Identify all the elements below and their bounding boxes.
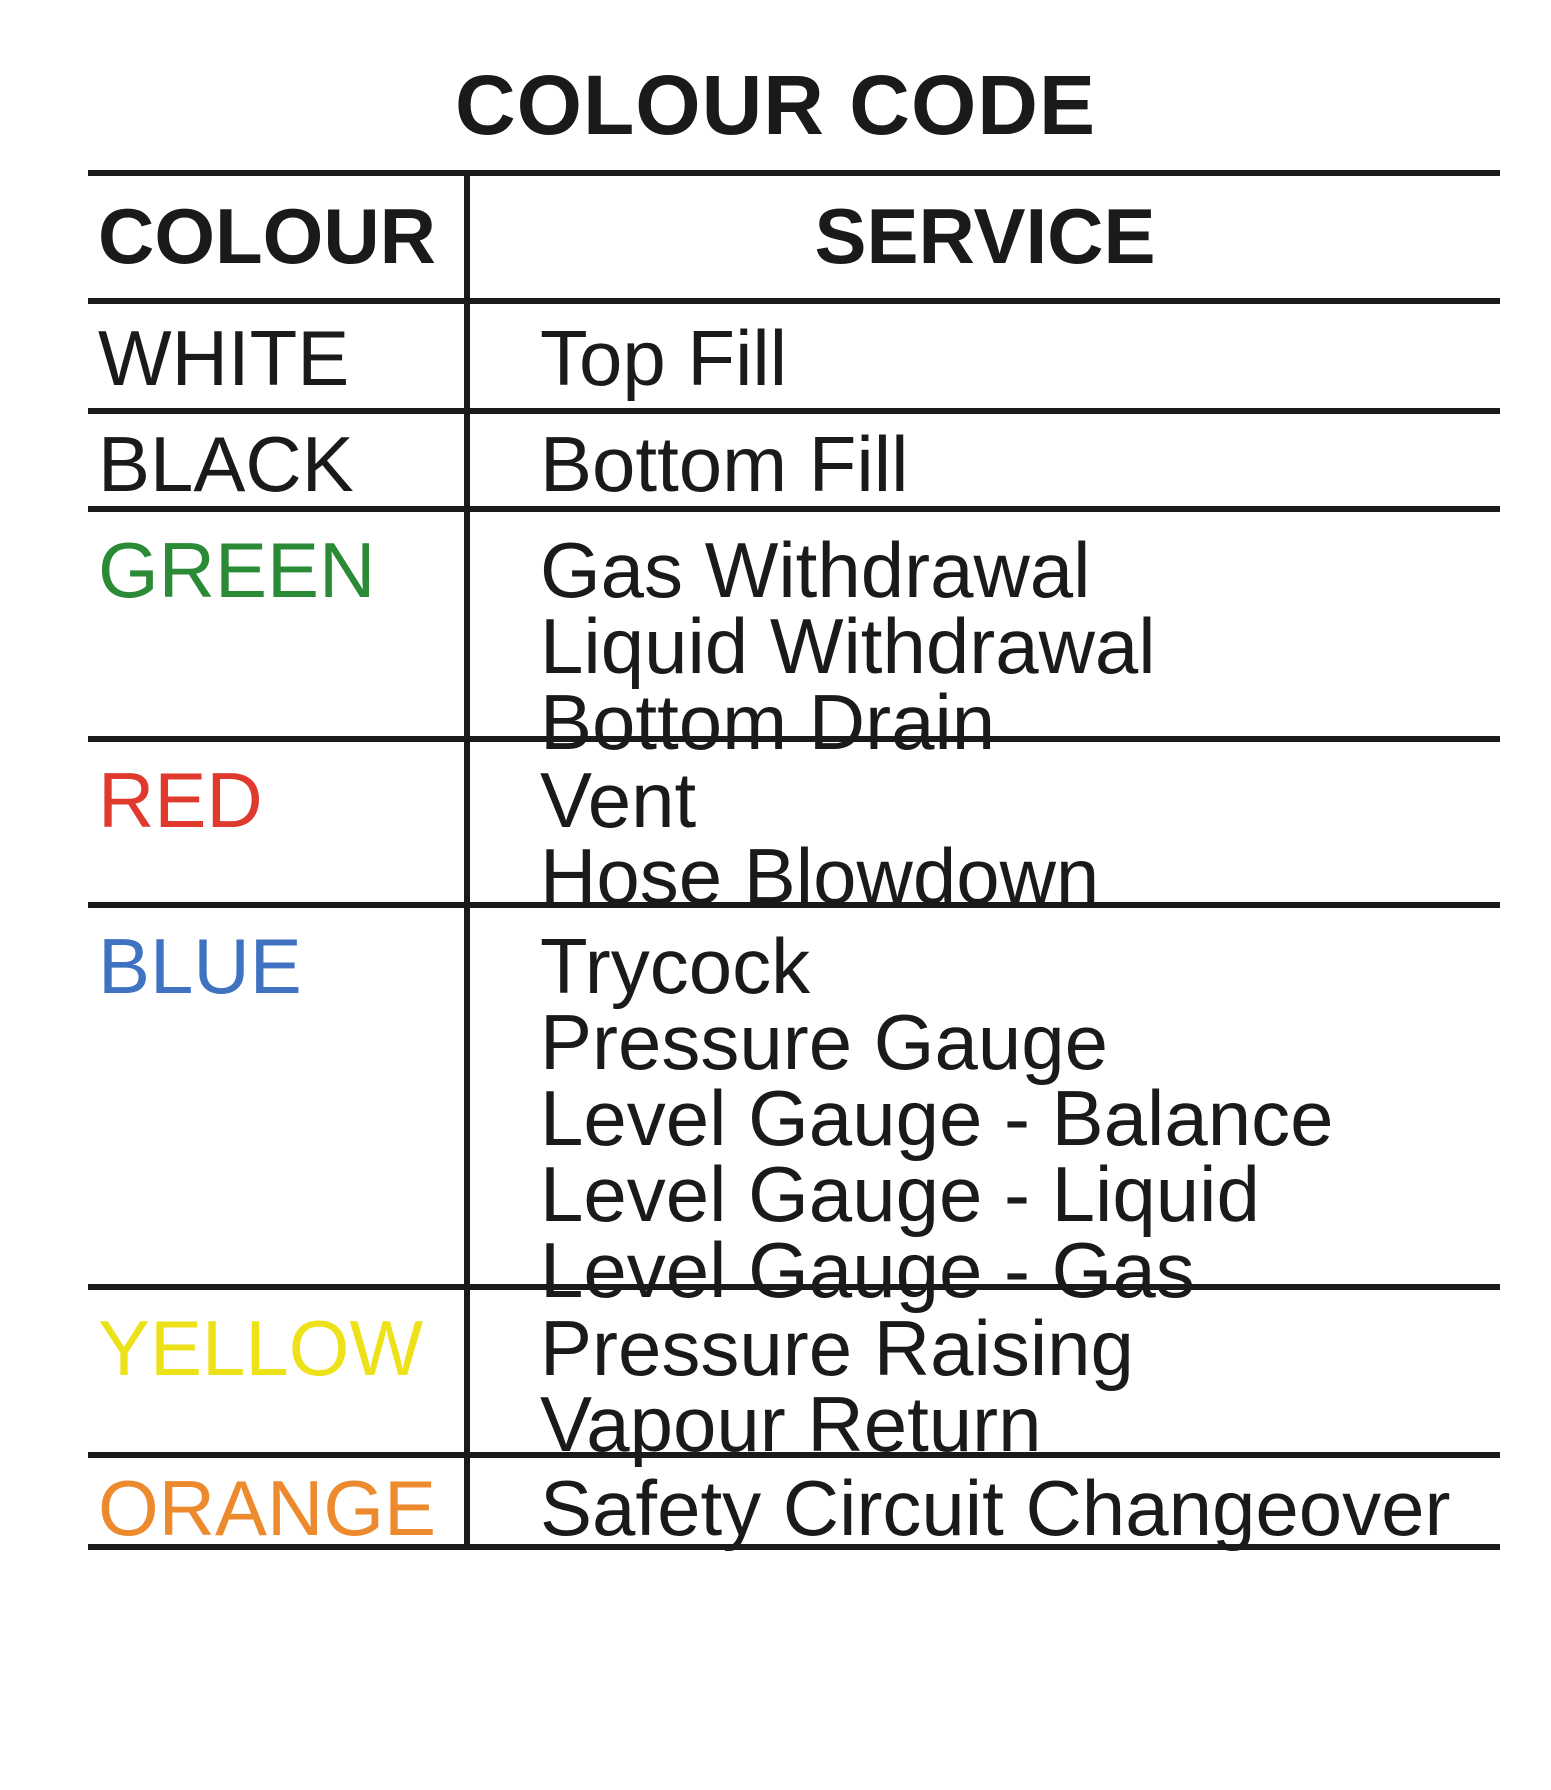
- service-list: [470, 908, 1500, 1314]
- table-row: [88, 1284, 1500, 1468]
- colour-name: BLUE: [88, 908, 470, 1284]
- service-item: Bottom Fill: [540, 420, 909, 508]
- page-title: COLOUR CODE: [455, 58, 1096, 152]
- header-service: SERVICE: [814, 192, 1156, 280]
- service-list: [470, 304, 1500, 408]
- service-item: Level Gauge - Balance: [540, 1074, 1334, 1162]
- table-row: [88, 298, 1500, 408]
- service-item: Pressure Raising: [540, 1304, 1134, 1392]
- service-item: Level Gauge - Gas: [540, 1226, 1195, 1314]
- table-body: [88, 298, 1500, 1550]
- service-list: [470, 1458, 1500, 1552]
- colour-name: RED: [88, 742, 470, 902]
- header-colour: COLOUR: [88, 176, 470, 298]
- service-list: [470, 512, 1500, 766]
- table-row: [88, 1452, 1500, 1550]
- service-list: [470, 414, 1500, 506]
- service-item: Hose Blowdown: [540, 832, 1100, 920]
- table-row: [88, 506, 1500, 766]
- colour-name: GREEN: [88, 512, 470, 736]
- service-item: Liquid Withdrawal: [540, 602, 1156, 690]
- service-item: Bottom Drain: [540, 678, 996, 766]
- service-item: Level Gauge - Liquid: [540, 1150, 1260, 1238]
- table-row: [88, 736, 1500, 920]
- service-item: Gas Withdrawal: [540, 526, 1091, 614]
- service-list: [470, 742, 1500, 920]
- table-header-row: [88, 170, 1500, 298]
- service-list: [470, 1290, 1500, 1468]
- service-item: Trycock: [540, 922, 811, 1010]
- colour-name: ORANGE: [88, 1458, 470, 1544]
- table-row: [88, 408, 1500, 506]
- colour-name: BLACK: [88, 414, 470, 506]
- colour-name: YELLOW: [88, 1290, 470, 1452]
- colour-code-table: [88, 170, 1500, 1550]
- service-item: Safety Circuit Changeover: [540, 1464, 1451, 1552]
- service-item: Pressure Gauge: [540, 998, 1108, 1086]
- service-item: Vent: [540, 756, 697, 844]
- service-item: Vapour Return: [540, 1380, 1042, 1468]
- table-row: [88, 902, 1500, 1314]
- colour-name: WHITE: [88, 304, 470, 408]
- service-item: Top Fill: [540, 314, 788, 402]
